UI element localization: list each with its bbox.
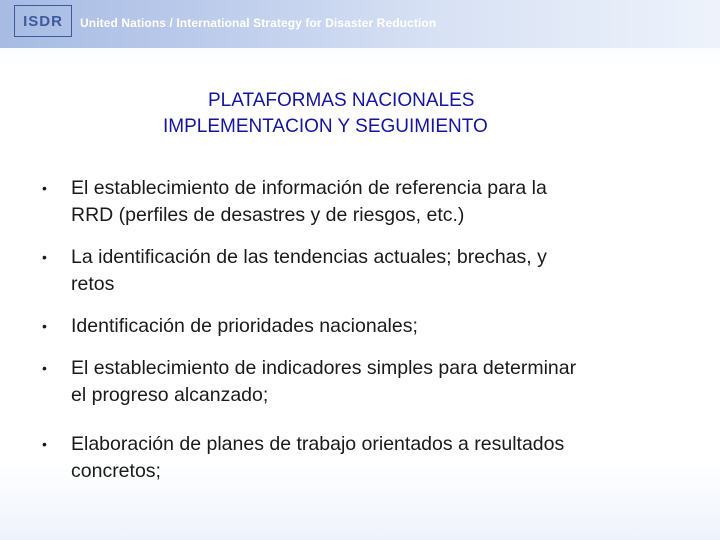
- bullet-text-line-1: El establecimiento de indicadores simples para determinar: [71, 357, 577, 379]
- bullet-text-line-1: La identificación de las tendencias actuales; brechas, y: [71, 246, 547, 268]
- bullet-item: [40, 431, 710, 485]
- bullet-dot: •: [42, 360, 47, 376]
- isdr-logo: [14, 5, 72, 37]
- bullet-text-line-1: El establecimiento de información de referencia para la: [71, 177, 547, 199]
- bullet-text-line-2: el progreso alcanzado;: [71, 384, 269, 406]
- bullet-text-line-2: retos: [71, 273, 115, 295]
- bullet-text-line-2: RRD (perfiles de desastres y de riesgos, etc.): [71, 204, 465, 226]
- bullet-item: [40, 355, 710, 409]
- bullet-dot: •: [42, 180, 47, 196]
- bullet-text-line-1: Elaboración de planes de trabajo orientados a resultados: [71, 433, 565, 455]
- bullet-dot: •: [42, 436, 47, 452]
- header-org-name: United Nations / International Strategy for Disaster Reduction: [80, 16, 437, 30]
- header-band: [0, 0, 720, 48]
- bullet-item: [40, 313, 710, 340]
- slide-title: [0, 88, 720, 140]
- bullet-text-line-2: concretos;: [71, 460, 161, 482]
- slide-title-line-1: PLATAFORMAS NACIONALES: [208, 90, 475, 111]
- bullet-dot: •: [42, 249, 47, 265]
- bullet-dot: •: [42, 318, 47, 334]
- bullet-text-line-1: Identificación de prioridades nacionales;: [71, 315, 418, 337]
- bullet-item: [40, 175, 710, 229]
- bullet-item: [40, 244, 710, 298]
- bullet-list: [40, 175, 710, 500]
- isdr-logo-text: ISDR: [23, 13, 63, 30]
- slide-title-line-2: IMPLEMENTACION Y SEGUIMIENTO: [163, 116, 488, 137]
